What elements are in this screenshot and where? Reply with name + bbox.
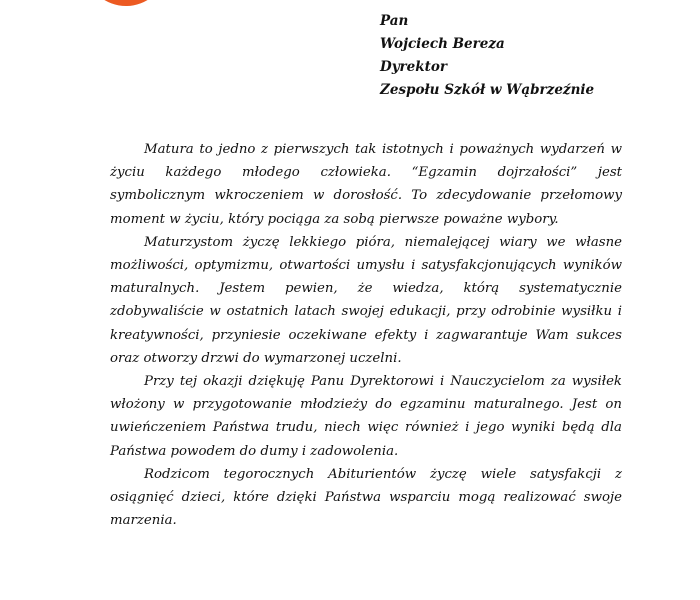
recipient-institution: Zespołu Szkół w Wąbrzeźnie xyxy=(380,82,595,98)
letter-body xyxy=(110,138,622,532)
recipient-block xyxy=(380,10,594,102)
paragraph-4: Rodzicom tegorocznych Abiturientów życzę wiele satysfakcji z osiągnięć dzieci, które dzięki Państwa wsparciu mogą realizować swoje marzenia. xyxy=(110,466,622,529)
logo-emblem xyxy=(88,0,164,6)
recipient-position: Dyrektor xyxy=(380,59,447,75)
recipient-name: Wojciech Bereza xyxy=(380,36,505,52)
paragraph-1: Matura to jedno z pierwszych tak istotnych i poważnych wydarzeń w życiu każdego młodego człowieka. “Egzamin dojrzałości” jest symbolicznym wkroczeniem w dorosłość. To zdecydowanie przełomowy moment w życiu, który pociąga za sobą pierwsze poważne wybory. xyxy=(110,142,622,227)
paragraph-2: Maturzystom życzę lekkiego pióra, niemalejącej wiary we własne możliwości, optymizmu, otwartości umysłu i satysfakcjonujących wyników maturalnych. Jestem pewien, że wiedza, którą systematycznie zdobywaliście w ostatnich latach swojej edukacji, przy odrobinie wysiłku i kreatywności, przyniesie oczekiwane efekty i zagwarantuje Wam sukces oraz otworzy drzwi do wymarzonej uczelni. xyxy=(110,234,622,366)
recipient-title: Pan xyxy=(380,13,409,29)
paragraph-3: Przy tej okazji dziękuję Panu Dyrektorowi i Nauczycielom za wysiłek włożony w przygotowanie młodzieży do egzaminu maturalnego. Jest on uwieńczeniem Państwa trudu, niech więc również i jego wyniki będą dla Państwa powodem do dumy i zadowolenia. xyxy=(110,374,622,459)
